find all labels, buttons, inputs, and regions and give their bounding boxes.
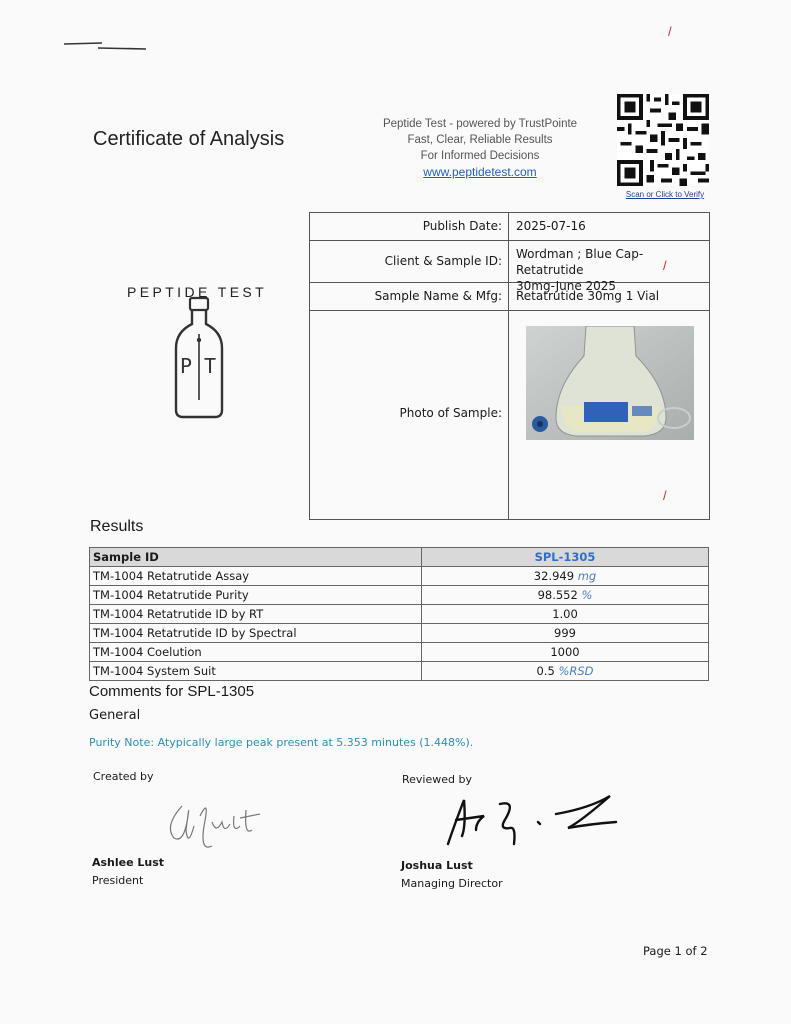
client-row (310, 241, 709, 293)
results-heading: Results (90, 518, 144, 535)
table-row (90, 624, 709, 643)
created-by-label: Created by (93, 770, 154, 783)
reviewer-signature (440, 786, 620, 856)
test-name: TM-1004 Retatrutide Assay (90, 567, 422, 586)
website-link[interactable]: www.peptidetest.com (423, 165, 537, 179)
result-value: 1000 (550, 645, 580, 659)
test-name: TM-1004 Retatrutide ID by RT (90, 605, 422, 624)
qr-verify-link[interactable]: Scan or Click to Verify (625, 190, 705, 199)
client-line: 30mg-June 2025 (516, 279, 617, 293)
test-result (422, 643, 709, 662)
document-title: Certificate of Analysis (93, 128, 285, 150)
result-unit: %RSD (558, 664, 594, 678)
purity-note (89, 736, 473, 749)
test-name: TM-1004 System Suit (90, 662, 422, 681)
table-row (90, 586, 709, 605)
creator-role: President (92, 874, 144, 887)
sample-photo (526, 326, 694, 440)
reviewer-role: Managing Director (401, 877, 503, 890)
client-line: Wordman ; Blue Cap- Retatrutide (516, 247, 644, 277)
logo-text: PEPTIDE TEST (127, 284, 268, 300)
test-result (422, 567, 709, 586)
test-result (422, 624, 709, 643)
sample-name-value: Retatrutide 30mg 1 Vial (516, 289, 660, 303)
vial-letters: PT (180, 354, 229, 378)
sample-id-value[interactable]: SPL-1305 (422, 548, 709, 567)
result-value: 32.949 (533, 569, 575, 583)
test-result (422, 586, 709, 605)
red-mark: / (663, 258, 667, 273)
brand-tagline: For Informed Decisions (420, 150, 540, 162)
sample-name-label: Sample Name & Mfg: (310, 283, 509, 310)
test-name: TM-1004 Retatrutide ID by Spectral (90, 624, 422, 643)
table-row (90, 643, 709, 662)
test-result (422, 662, 709, 681)
result-value: 0.5 (536, 664, 555, 678)
test-result (422, 605, 709, 624)
pen-mark (62, 40, 148, 52)
table-row (90, 605, 709, 624)
general-subheading: General (89, 708, 141, 723)
purity-note-text: Atypically large peak present at 5.353 minutes (1.448%). (157, 736, 474, 749)
brand-line: Peptide Test - powered by TrustPointe (382, 118, 578, 130)
sample-id-header: Sample ID (90, 548, 422, 567)
page-number: Page 1 of 2 (643, 944, 708, 958)
test-name: TM-1004 Retatrutide Purity (90, 586, 422, 605)
comments-heading: Comments for SPL-1305 (89, 683, 255, 700)
red-mark: / (668, 24, 672, 39)
sample-name-row (310, 283, 709, 311)
result-value: 98.552 (537, 588, 578, 602)
test-name: TM-1004 Coelution (90, 643, 422, 662)
brand-block (350, 116, 610, 180)
reviewed-by-label: Reviewed by (402, 773, 472, 786)
result-unit: % (581, 588, 593, 602)
creator-name: Ashlee Lust (92, 856, 165, 869)
creator-signature (160, 786, 280, 856)
purity-note-label: Purity Note: (89, 736, 155, 749)
result-value: 1.00 (552, 607, 578, 621)
photo-label: Photo of Sample: (310, 311, 509, 519)
qr-code-icon[interactable] (617, 94, 709, 186)
red-mark: / (663, 488, 667, 503)
client-label: Client & Sample ID: (310, 241, 509, 282)
results-header-row (90, 548, 709, 567)
brand-tagline: Fast, Clear, Reliable Results (407, 134, 553, 146)
reviewer-name: Joshua Lust (401, 859, 473, 872)
table-row (90, 567, 709, 586)
results-table (89, 547, 709, 681)
result-value: 999 (554, 626, 576, 640)
publish-date-label: Publish Date: (310, 213, 509, 240)
publish-date-value: 2025-07-16 (516, 219, 586, 233)
publish-date-row (310, 213, 709, 241)
result-unit: mg (577, 569, 597, 583)
table-row (90, 662, 709, 681)
